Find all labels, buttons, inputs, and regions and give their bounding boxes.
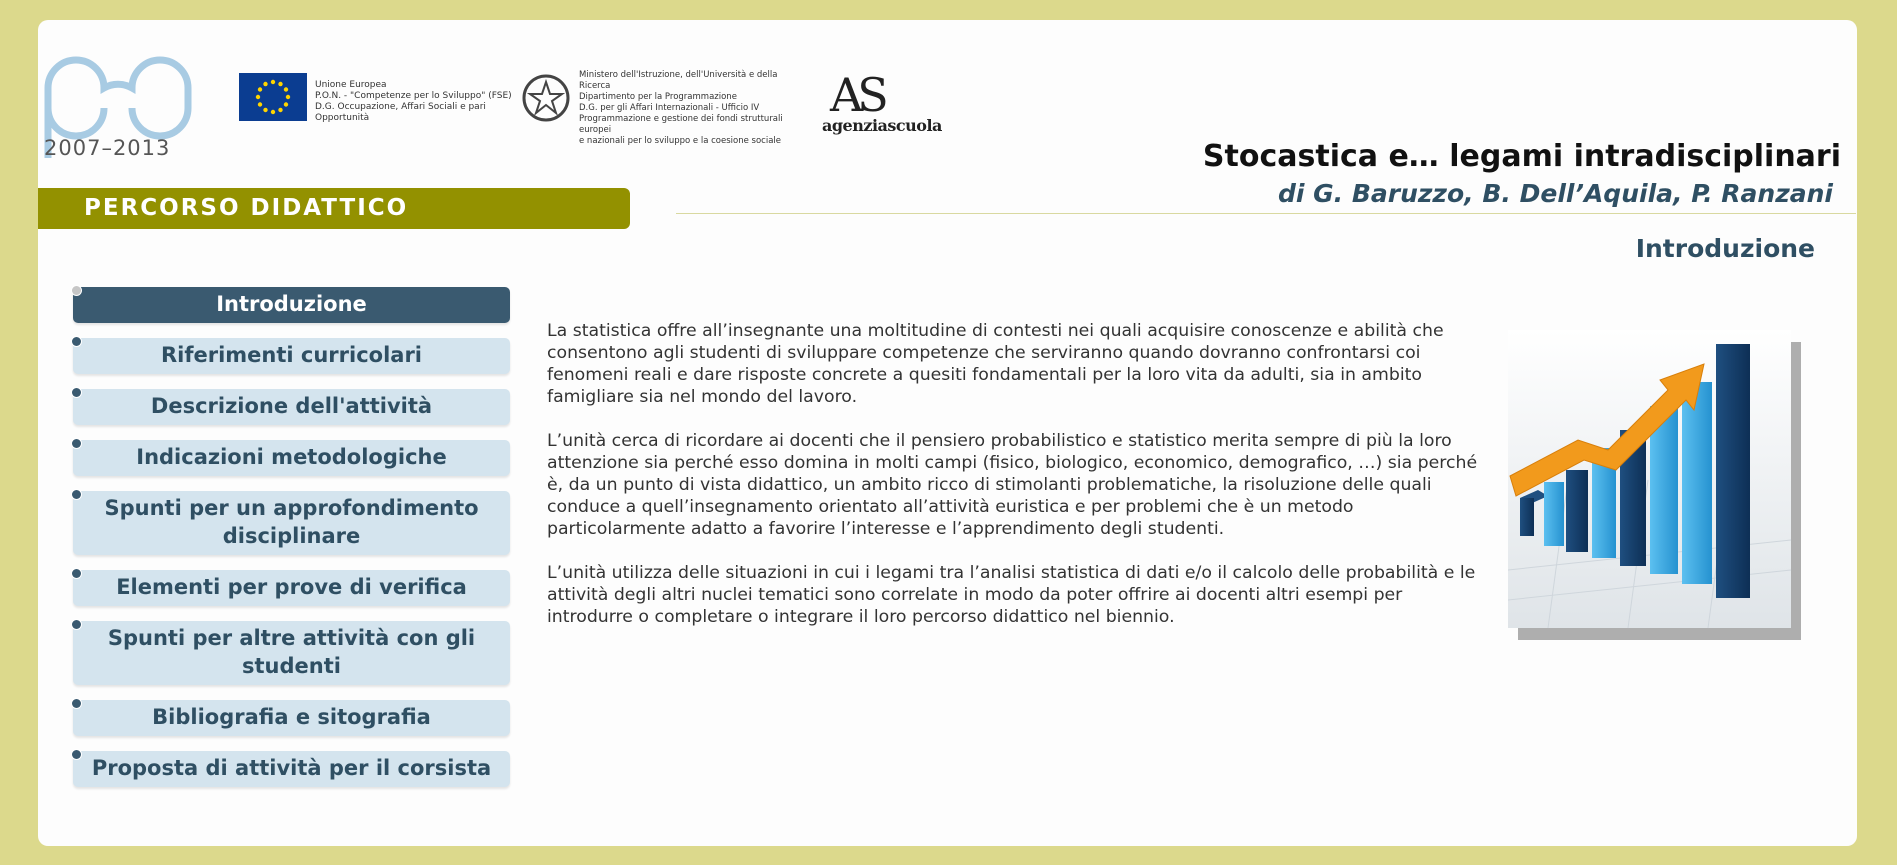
- bullet-icon: [72, 286, 81, 295]
- page-title: Stocastica e… legami intradisciplinari: [1202, 139, 1841, 174]
- paragraph: L’unità utilizza delle situazioni in cui i legami tra l’analisi statistica di dati e/o il calcolo delle probabilità e le attività degli altri nuclei tematici sono correlate in modo da poter offrire ai docenti altri esempi per introdurre o completare o integrare il loro percorso didattico nel biennio.: [547, 563, 1476, 627]
- nav-item-spunti-approfondimento[interactable]: Spunti per un approfondimento disciplinare: [73, 491, 510, 555]
- italian-emblem-icon: [520, 68, 572, 128]
- growth-chart-illustration: [1508, 330, 1803, 642]
- bullet-icon: [72, 750, 81, 759]
- agenziascuola-logo: AS agenziascuola: [822, 68, 942, 135]
- authors: di G. Baruzzo, B. Dell’Aquila, P. Ranzani: [1277, 179, 1833, 208]
- title-divider: [676, 213, 1856, 214]
- bullet-icon: [72, 439, 81, 448]
- nav-item-bibliografia-sitografia[interactable]: Bibliografia e sitografia: [73, 700, 510, 736]
- pon-year: 2007–2013: [44, 136, 171, 160]
- paragraph: L’unità cerca di ricordare ai docenti che il pensiero probabilistico e statistico merita sempre di più la loro attenzione sia perché esso domina in molti campi (fisico, biologico, economico, demografico, …) sia perché è, da un punto di vista didattico, un ambito ricco di stimolanti problematiche, la risoluzione delle quali conduce a quell’insegnamento orientato all’attività euristica e per problemi che è un metodo particolarmente adatto a favorire l’interesse e l’apprendimento degli studenti.: [547, 431, 1478, 539]
- bullet-icon: [72, 388, 81, 397]
- header-logos: [38, 28, 968, 168]
- bullet-icon: [72, 337, 81, 346]
- nav-item-descrizione-attivita[interactable]: Descrizione dell'attività: [73, 389, 510, 425]
- nav-item-introduzione[interactable]: Introduzione: [73, 287, 510, 323]
- ministry-text: Ministero dell'Istruzione, dell'Università e della Ricerca Dipartimento per la Programmazione D.G. per gli Affari Internazionali - Ufficio IV Programmazione e gestione dei fondi strutturali europei e nazionali per lo sviluppo e la coesione sociale: [579, 70, 783, 146]
- bullet-icon: [72, 569, 81, 578]
- section-heading: Introduzione: [1635, 234, 1815, 263]
- sidebar-nav: [73, 287, 510, 802]
- bullet-icon: [72, 699, 81, 708]
- bullet-icon: [72, 620, 81, 629]
- nav-item-riferimenti-curricolari[interactable]: Riferimenti curricolari: [73, 338, 510, 374]
- nav-item-spunti-altre-attivita[interactable]: Spunti per altre attività con gli studenti: [73, 621, 510, 685]
- eu-flag-icon: [239, 73, 307, 121]
- main-content: [547, 320, 1482, 650]
- eu-text: Unione Europea P.O.N. - "Competenze per lo Sviluppo" (FSE) D.G. Occupazione, Affari Sociali e pari Opportunità: [315, 80, 512, 123]
- nav-item-indicazioni-metodologiche[interactable]: Indicazioni metodologiche: [73, 440, 510, 476]
- nav-item-elementi-prove-verifica[interactable]: Elementi per prove di verifica: [73, 570, 510, 606]
- section-bar: PERCORSO DIDATTICO: [38, 188, 630, 229]
- bullet-icon: [72, 490, 81, 499]
- nav-item-proposta-attivita-corsista[interactable]: Proposta di attività per il corsista: [73, 751, 510, 787]
- paragraph: La statistica offre all’insegnante una moltitudine di contesti nei quali acquisire conoscenze e abilità che consentono agli studenti di sviluppare competenze che serviranno quando dovranno confrontarsi coi fenomeni reali e dare risposte concrete a quesiti fondamentali per la loro vita da adulti, sia in ambito famigliare sia nel mondo del lavoro.: [547, 321, 1444, 407]
